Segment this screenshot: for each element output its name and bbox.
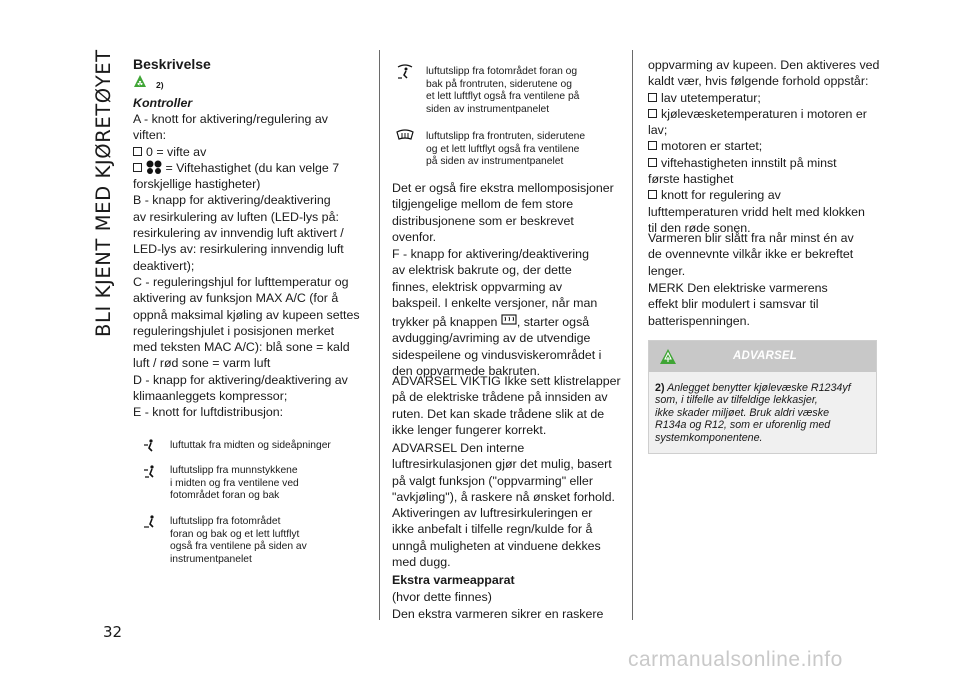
distribution-desc: fotområdet foran og bak [170, 490, 280, 501]
text-line: ADVARSEL VIKTIG Ikke sett klistrelapper [392, 374, 621, 388]
text-line: B - knapp for aktivering/deaktivering [133, 193, 331, 208]
checkbox-bullet-icon [648, 93, 657, 102]
distribution-desc: luftuttak fra midten og sideåpninger [170, 440, 331, 451]
distribution-desc: instrumentpanelet [170, 553, 252, 565]
list-item: motoren er startet; [648, 138, 888, 154]
text-line: ovenfor. [392, 229, 437, 244]
text-line: unngå muligheten at vinduene dekkes [392, 538, 601, 553]
text-line: til den røde sonen. [648, 220, 751, 235]
text-line: lenger. [648, 263, 686, 278]
checkbox-bullet-icon [648, 109, 657, 118]
distribution-desc: foran og bak og et lett luftflyt [170, 528, 300, 540]
checkbox-bullet-icon [133, 163, 142, 172]
distribution-desc: og et lett luftflyt også fra ventilene [426, 143, 580, 155]
text-line: på de elektriske trådene på innsiden av [392, 390, 608, 405]
text-line: luftresirkulasjonen gjør det mulig, basert [392, 457, 612, 472]
distribution-desc: også fra ventilene på siden av [170, 541, 307, 552]
subheading: Kontroller [133, 96, 193, 110]
text-line: bakspeil. I enkelte versjoner, når man [392, 295, 598, 310]
air-face-icon [143, 439, 157, 457]
text-line: tilgjengelige mellom de fem store [392, 197, 574, 212]
text-line: lufttemperaturen vridd helt med klokken [648, 204, 865, 219]
checkbox-bullet-icon [648, 158, 657, 167]
text-line: "avkjøling"), å raskere nå ønsket forhold. [392, 489, 615, 504]
list-item: viftehastigheten innstilt på minst [648, 155, 888, 171]
text-line: E - knott for luftdistribusjon: [133, 405, 284, 420]
list-item: kjølevæsketemperaturen i motoren er [648, 106, 888, 122]
text-line: D - knapp for aktivering/deaktivering av [133, 372, 348, 387]
text-line: av elektrisk bakrute og, der dette [392, 263, 572, 278]
text-line: klimaanleggets kompressor; [133, 389, 288, 404]
text-line: oppvarming av kupeen. Den aktiveres ved [648, 58, 880, 72]
text-line: C - reguleringshjul for lufttemperatur og [133, 274, 349, 289]
text-line: finnes, elektrisk oppvarming av [392, 279, 563, 294]
column-divider [632, 50, 633, 620]
checkbox-bullet-icon [133, 147, 142, 156]
subheading: Ekstra varmeapparat [392, 573, 515, 587]
distribution-desc: luftutslipp fra fotområdet foran og [426, 66, 578, 77]
text-line: ikke lenger fungerer korrekt. [392, 422, 547, 437]
svg-text:☘: ☘ [136, 80, 144, 88]
text-line: Den ekstra varmeren sikrer en raskere [392, 607, 604, 621]
page-number: 32 [103, 623, 123, 641]
distribution-desc: siden av instrumentpanelet [426, 103, 550, 115]
environment-warning-icon [659, 348, 677, 365]
text-line: effekt blir modulert i samsvar til [648, 297, 819, 312]
text-line: trykker på knappen , starter også [392, 315, 590, 330]
text-line: LED-lys av: resirkulering innvendig luft [133, 242, 344, 257]
note-icon [133, 74, 147, 92]
column-divider [379, 50, 380, 620]
text-line: avdugging/avriming av de utvendige [392, 331, 591, 346]
text-line: MERK Den elektriske varmerens [648, 281, 828, 295]
text-line: forskjellige hastigheter) [133, 177, 261, 192]
windscreen-defrost-icon [396, 129, 414, 145]
distribution-desc: bak på frontruten, siderutene og [426, 78, 572, 90]
text-line: første hastighet [648, 172, 734, 187]
list-item: knott for regulering av [648, 187, 888, 203]
list-item: 0 = vifte av [133, 144, 373, 160]
watermark: carmanualsonline.info [628, 648, 843, 671]
list-item: lav utetemperatur; [648, 90, 888, 106]
warning-text: 2) Anlegget benytter kjølevæske R1234yf som, i tilfelle av tilfeldige lekkasjer, ikke skader miljøet. Bruk aldri væske R134a og R12, som er uforenlig med systemkomponentene. [655, 382, 851, 444]
list-item: = Viftehastighet (du kan velge 7 [133, 160, 373, 176]
text-line: Aktiveringen av luftresirkuleringen er [392, 506, 593, 521]
text-line: oppnå maksimal kjøling av kupeen settes [133, 307, 360, 322]
text-line: batterispenningen. [648, 313, 750, 328]
text-line: resirkulering av innvendig luft aktivert / [133, 226, 344, 241]
warning-title: ADVARSEL [733, 350, 798, 362]
text-line: luft / rød sone = varm luft [133, 356, 271, 371]
text-line: Det er også fire ekstra mellomposisjoner [392, 181, 614, 195]
text-line: de ovennevnte vilkår ikke er bekreftet [648, 247, 854, 262]
text-line: distribusjonene som er beskrevet [392, 213, 574, 228]
distribution-desc: luftutslipp fra fotområdet [170, 516, 281, 527]
air-feet-windscreen-icon [396, 63, 414, 83]
distribution-desc: i midten og fra ventilene ved [170, 477, 299, 489]
distribution-desc: luftutslipp fra munnstykkene [170, 465, 298, 476]
text-line: Varmeren blir slått fra når minst én av [648, 231, 854, 245]
warning-box [648, 340, 877, 454]
rear-defrost-icon [501, 314, 517, 326]
distribution-desc: et lett luftflyt også fra ventilene på [426, 91, 580, 102]
note-reference: 2) [156, 80, 164, 90]
text-line: av resirkulering av luften (LED-lys på: [133, 209, 339, 224]
text-line: kaldt vær, hvis følgende forhold oppstår: [648, 74, 869, 89]
text-line: reguleringshjulet i posisjonen merket [133, 323, 335, 338]
checkbox-bullet-icon [648, 190, 657, 199]
text-line: ruten. Det kan skade trådene slik at de [392, 406, 605, 421]
text-line: F - knapp for aktivering/deaktivering [392, 247, 589, 261]
text-line: A - knott for aktivering/regulering av [133, 112, 328, 126]
text-line: den oppvarmede bakruten. [392, 364, 541, 379]
chapter-title: BLI KJENT MED KJØRETØYET [92, 49, 115, 337]
distribution-desc: på siden av instrumentpanelet [426, 156, 564, 167]
air-face-feet-icon [143, 465, 159, 483]
warning-header [649, 341, 876, 372]
text-line: aktivering av funksjon MAX A/C (for å [133, 291, 339, 306]
text-line: ADVARSEL Den interne [392, 441, 525, 455]
distribution-desc: luftutslipp fra frontruten, siderutene [426, 131, 586, 142]
text-line: sidespeilene og vindusviskerområdet i [392, 347, 602, 362]
text-line: ikke anbefalt i tilfelle regn/kulde for å [392, 522, 593, 537]
text-line: med teksten MAC A/C): blå sone = kald [133, 340, 350, 355]
checkbox-bullet-icon [648, 141, 657, 150]
text-line: på valgt funksjon ("oppvarming" eller [392, 473, 593, 488]
air-feet-icon [143, 515, 159, 533]
text-line: med dugg. [392, 555, 451, 570]
text-line: deaktivert); [133, 258, 195, 273]
text-line: lav; [648, 123, 668, 138]
fan-icon [146, 160, 162, 174]
text-line: viften: [133, 128, 167, 143]
text-line: (hvor dette finnes) [392, 590, 492, 604]
section-heading: Beskrivelse [133, 56, 211, 72]
